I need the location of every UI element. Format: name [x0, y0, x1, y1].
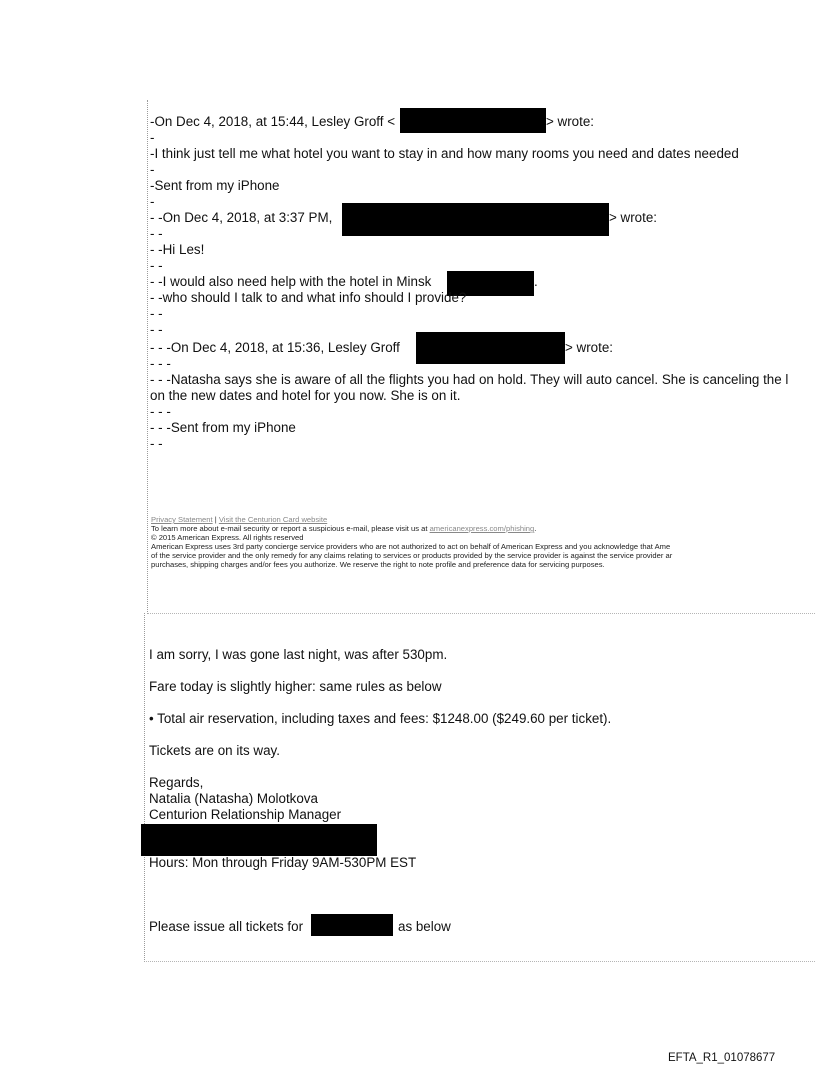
quote-line: > wrote:	[565, 340, 614, 355]
centurion-website-link[interactable]: Visit the Centurion Card website	[218, 515, 328, 524]
quote-line: - -On Dec 4, 2018, at 3:37 PM,	[150, 210, 333, 225]
security-notice	[151, 524, 536, 533]
request-line-tail: as below	[398, 919, 451, 934]
security-end: .	[534, 524, 537, 533]
signature-hours: Hours: Mon through Friday 9AM-530PM EST	[149, 855, 417, 870]
quote-line: on the new dates and hotel for you now. She is on it.	[150, 388, 461, 403]
document-id: EFTA_R1_01078677	[668, 1052, 776, 1064]
quote-line: -	[150, 162, 155, 177]
quote-line: - -	[150, 226, 163, 241]
link-separator: |	[214, 515, 217, 524]
reply-line: I am sorry, I was gone last night, was after 530pm.	[149, 647, 448, 662]
redaction-box	[342, 203, 609, 236]
quote-line: -I think just tell me what hotel you want to stay in and how many rooms you need and dates needed	[150, 146, 739, 161]
quote-line: - -	[150, 306, 163, 321]
copyright: © 2015 American Express. All rights reserved	[151, 533, 304, 542]
quote-line: - - -	[150, 356, 171, 371]
quote-line: - -	[150, 322, 163, 337]
quote-line: - - -Sent from my iPhone	[150, 420, 296, 435]
footer-links	[151, 515, 327, 524]
signature-line: Regards,	[149, 775, 204, 790]
reply-block	[144, 613, 816, 962]
quote-line: - -	[150, 258, 163, 273]
quote-line: - - -Natasha says she is aware of all the flights you had on hold. They will auto cancel. She is canceling the l	[150, 372, 789, 387]
redaction-box	[416, 332, 565, 364]
quote-line: > wrote:	[609, 210, 658, 225]
reply-line: • Total air reservation, including taxes and fees: $1248.00 ($249.60 per ticket).	[149, 711, 612, 726]
disclaimer-line: American Express uses 3rd party concierge service providers who are not authorized to act on behalf of American Express and you acknowledge that Ame	[151, 542, 671, 551]
quote-line: > wrote:	[546, 114, 595, 129]
quote-line: -	[150, 194, 155, 209]
disclaimer-line: of the service provider and the only remedy for any claims relating to services or products provided by the service provider is against the service provider ar	[151, 551, 673, 560]
disclaimer-line: purchases, shipping charges and/or fees you authorize. We reserve the right to note profile and preference data for servicing purposes.	[151, 560, 605, 569]
security-text: To learn more about e-mail security or report a suspicious e-mail, please visit us at	[151, 524, 428, 533]
quote-line: - - -On Dec 4, 2018, at 15:36, Lesley Groff	[150, 340, 400, 355]
request-line: Please issue all tickets for	[149, 919, 304, 934]
quote-line: -On Dec 4, 2018, at 15:44, Lesley Groff <	[150, 114, 396, 129]
quote-line: -Sent from my iPhone	[150, 178, 280, 193]
quote-line: - -Hi Les!	[150, 242, 205, 257]
quote-line: - - -	[150, 404, 171, 419]
redaction-box	[141, 824, 377, 856]
quote-line: - -who should I talk to and what info should I provide?	[150, 290, 467, 305]
reply-line: Tickets are on its way.	[149, 743, 280, 758]
quote-line: - -I would also need help with the hotel in Minsk	[150, 274, 432, 289]
redaction-box	[400, 108, 546, 133]
redaction-box	[311, 914, 393, 936]
privacy-statement-link[interactable]: Privacy Statement	[151, 515, 213, 524]
quote-line: -	[150, 130, 155, 145]
signature-title: Centurion Relationship Manager	[149, 807, 342, 822]
signature-name: Natalia (Natasha) Molotkova	[149, 791, 318, 806]
phishing-link[interactable]: americanexpress.com/phishing	[429, 524, 535, 533]
quote-line: - -	[150, 436, 163, 451]
reply-line: Fare today is slightly higher: same rules as below	[149, 679, 442, 694]
quote-line: .	[534, 274, 538, 289]
